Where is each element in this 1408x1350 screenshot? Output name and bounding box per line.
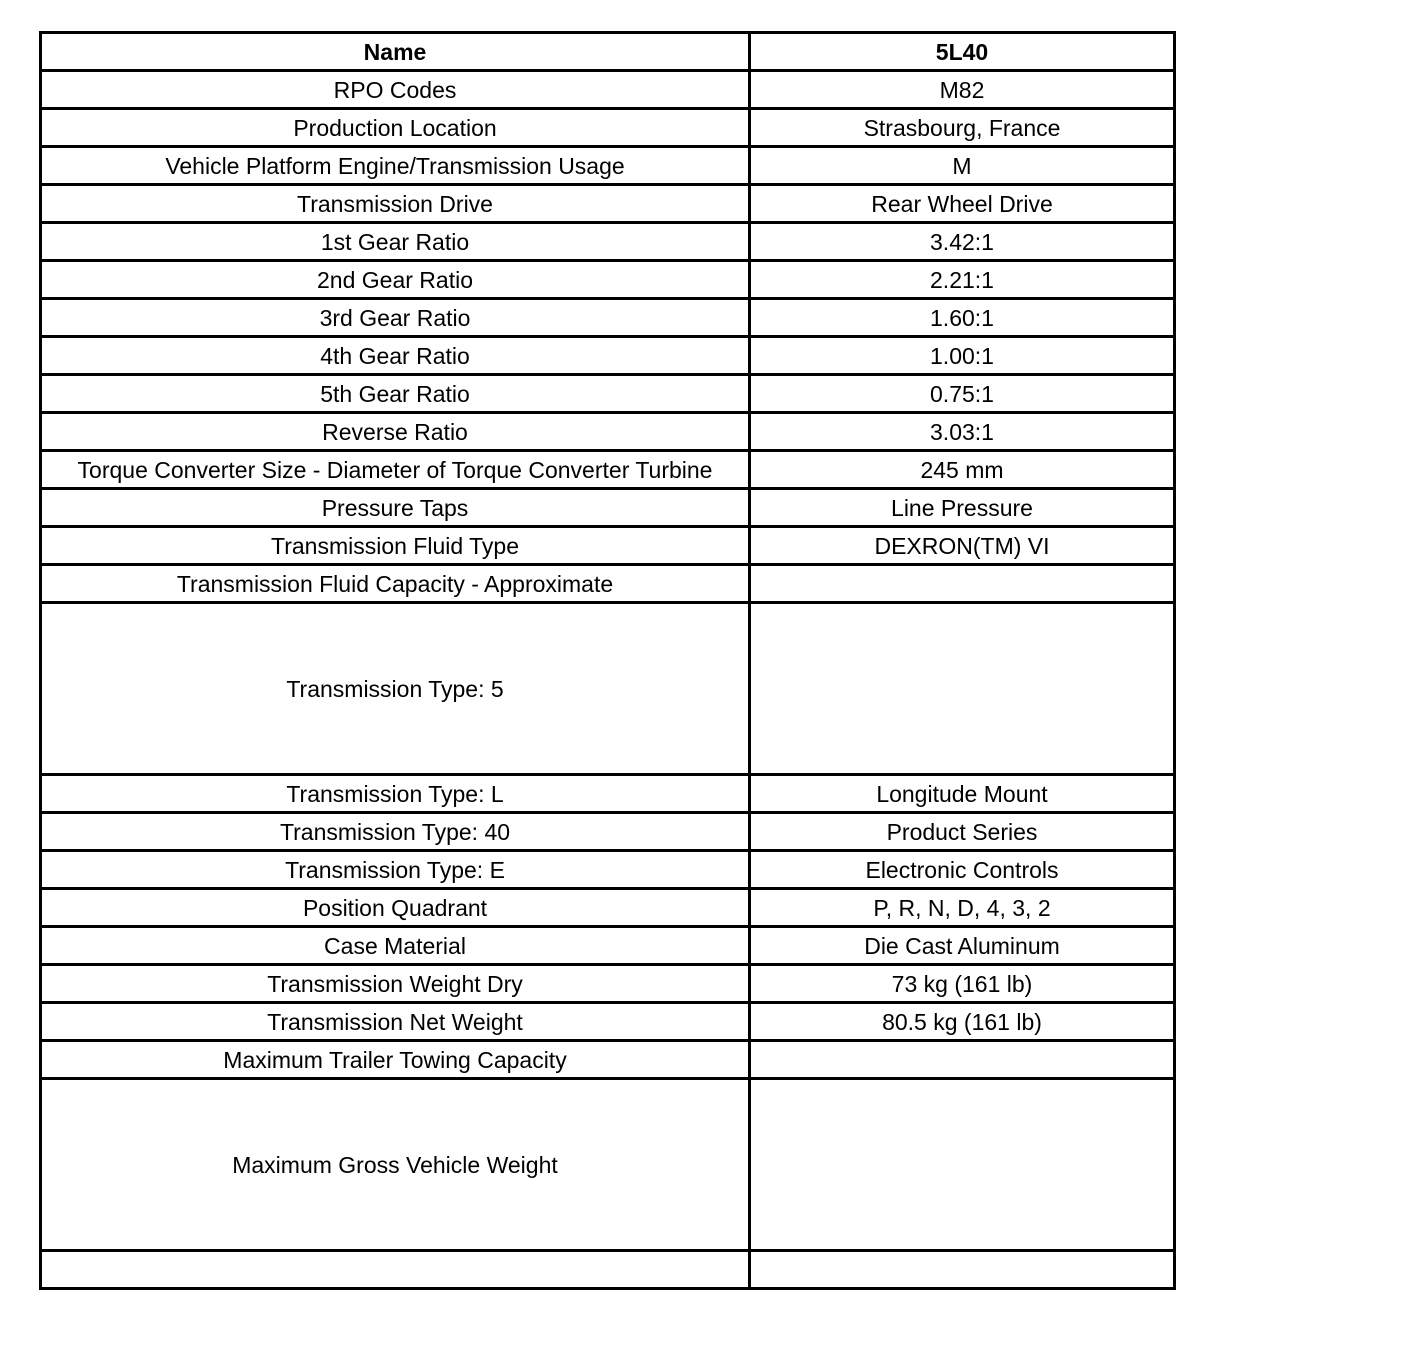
row-label: Transmission Fluid Capacity - Approximate bbox=[41, 565, 750, 603]
table-row bbox=[41, 71, 1175, 109]
row-label: 2nd Gear Ratio bbox=[41, 261, 750, 299]
spec-table bbox=[39, 31, 1176, 1290]
table-row bbox=[41, 927, 1175, 965]
table-row bbox=[41, 1041, 1175, 1079]
table-row bbox=[41, 1003, 1175, 1041]
table-row bbox=[41, 413, 1175, 451]
row-label: RPO Codes bbox=[41, 71, 750, 109]
row-label: Maximum Trailer Towing Capacity bbox=[41, 1041, 750, 1079]
table-row bbox=[41, 109, 1175, 147]
table-row bbox=[41, 889, 1175, 927]
row-label: Transmission Type: L bbox=[41, 775, 750, 813]
row-value: 0.75:1 bbox=[750, 375, 1175, 413]
table-row bbox=[41, 1079, 1175, 1251]
header-value: 5L40 bbox=[750, 33, 1175, 71]
row-value: Longitude Mount bbox=[750, 775, 1175, 813]
header-label: Name bbox=[41, 33, 750, 71]
row-value bbox=[750, 603, 1175, 775]
row-label: Transmission Fluid Type bbox=[41, 527, 750, 565]
row-label: 1st Gear Ratio bbox=[41, 223, 750, 261]
row-label: Transmission Net Weight bbox=[41, 1003, 750, 1041]
row-value: M82 bbox=[750, 71, 1175, 109]
row-value bbox=[750, 1041, 1175, 1079]
row-value: Rear Wheel Drive bbox=[750, 185, 1175, 223]
table-row bbox=[41, 375, 1175, 413]
row-value: 1.00:1 bbox=[750, 337, 1175, 375]
row-label: 5th Gear Ratio bbox=[41, 375, 750, 413]
table-row bbox=[41, 451, 1175, 489]
row-value: 3.03:1 bbox=[750, 413, 1175, 451]
table-row bbox=[41, 603, 1175, 775]
row-value: DEXRON(TM) VI bbox=[750, 527, 1175, 565]
row-value: P, R, N, D, 4, 3, 2 bbox=[750, 889, 1175, 927]
table-row bbox=[41, 527, 1175, 565]
table-row bbox=[41, 1251, 1175, 1289]
row-label: 4th Gear Ratio bbox=[41, 337, 750, 375]
row-label: Transmission Type: E bbox=[41, 851, 750, 889]
row-value: Die Cast Aluminum bbox=[750, 927, 1175, 965]
row-value: 3.42:1 bbox=[750, 223, 1175, 261]
table-row bbox=[41, 565, 1175, 603]
row-value: Strasbourg, France bbox=[750, 109, 1175, 147]
row-label: 3rd Gear Ratio bbox=[41, 299, 750, 337]
table-row bbox=[41, 851, 1175, 889]
table-row bbox=[41, 185, 1175, 223]
table-row bbox=[41, 261, 1175, 299]
row-label: Case Material bbox=[41, 927, 750, 965]
row-value: 80.5 kg (161 lb) bbox=[750, 1003, 1175, 1041]
row-label: Maximum Gross Vehicle Weight bbox=[41, 1079, 750, 1251]
table-row bbox=[41, 147, 1175, 185]
row-value: 245 mm bbox=[750, 451, 1175, 489]
row-value: Electronic Controls bbox=[750, 851, 1175, 889]
row-value: 2.21:1 bbox=[750, 261, 1175, 299]
row-label bbox=[41, 1251, 750, 1289]
table-row bbox=[41, 775, 1175, 813]
table-row bbox=[41, 965, 1175, 1003]
row-value: 1.60:1 bbox=[750, 299, 1175, 337]
row-label: Vehicle Platform Engine/Transmission Usage bbox=[41, 147, 750, 185]
row-value bbox=[750, 1079, 1175, 1251]
row-label: Torque Converter Size - Diameter of Torque Converter Turbine bbox=[41, 451, 750, 489]
row-value: Product Series bbox=[750, 813, 1175, 851]
row-value: Line Pressure bbox=[750, 489, 1175, 527]
row-label: Transmission Type: 40 bbox=[41, 813, 750, 851]
row-value bbox=[750, 1251, 1175, 1289]
table-row bbox=[41, 299, 1175, 337]
row-value bbox=[750, 565, 1175, 603]
table-row bbox=[41, 223, 1175, 261]
table-row bbox=[41, 489, 1175, 527]
table-header-row bbox=[41, 33, 1175, 71]
table-row bbox=[41, 337, 1175, 375]
row-value: 73 kg (161 lb) bbox=[750, 965, 1175, 1003]
row-value: M bbox=[750, 147, 1175, 185]
row-label: Transmission Weight Dry bbox=[41, 965, 750, 1003]
row-label: Production Location bbox=[41, 109, 750, 147]
row-label: Transmission Drive bbox=[41, 185, 750, 223]
row-label: Reverse Ratio bbox=[41, 413, 750, 451]
row-label: Pressure Taps bbox=[41, 489, 750, 527]
table-row bbox=[41, 813, 1175, 851]
row-label: Position Quadrant bbox=[41, 889, 750, 927]
row-label: Transmission Type: 5 bbox=[41, 603, 750, 775]
